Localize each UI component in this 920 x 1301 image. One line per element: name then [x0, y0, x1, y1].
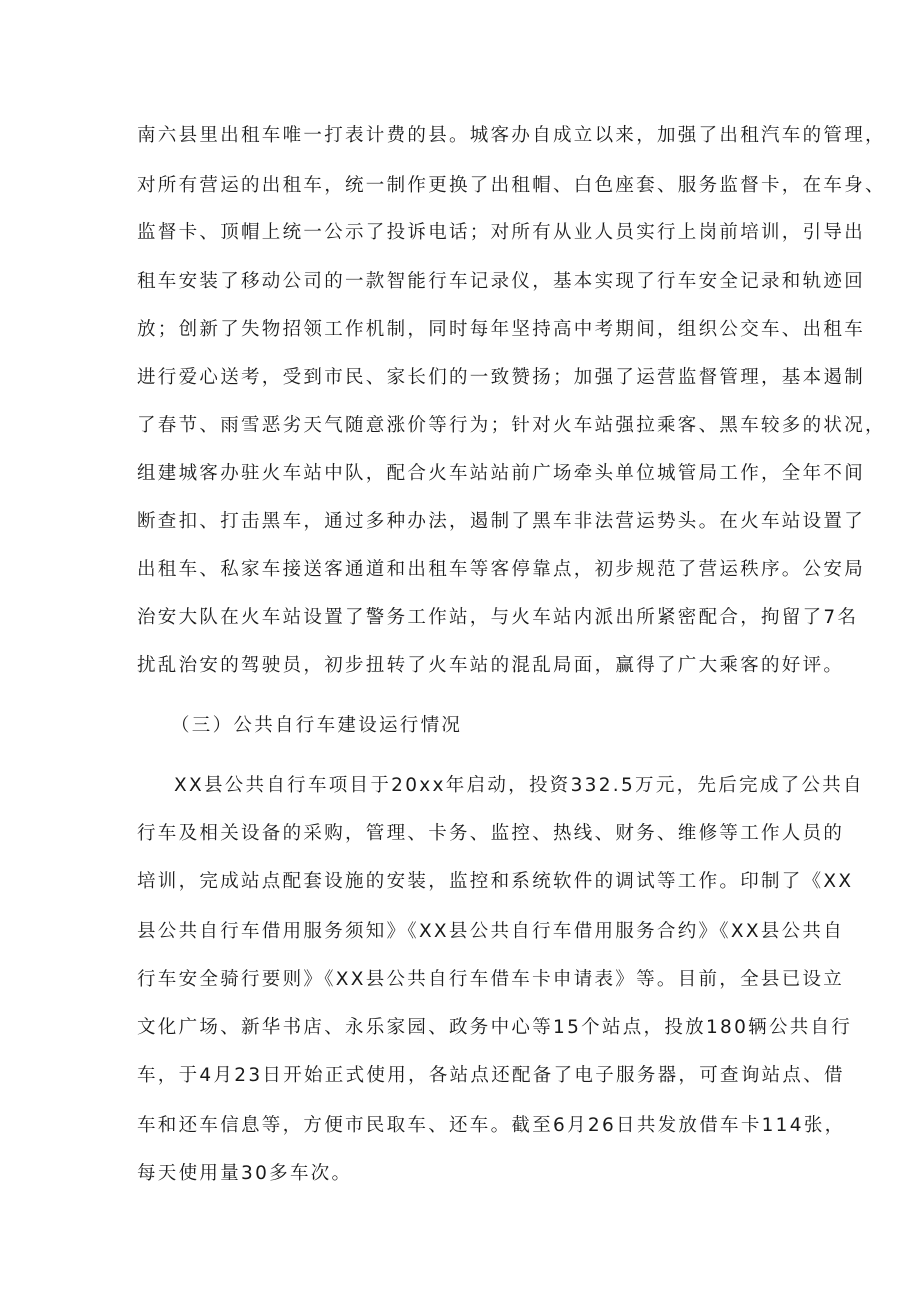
- paragraph-1-line: 南六县里出租车唯一打表计费的县。城客办自成立以来，加强了出租汽车的管理，: [137, 125, 886, 146]
- paragraph-2-line: XX县公共自行车项目于20xx年启动，投资332.5万元，先后完成了公共自: [174, 775, 864, 796]
- paragraph-1-line: 放；创新了失物招领工作机制，同时每年坚持高中考期间，组织公交车、出租车: [137, 319, 866, 340]
- paragraph-2-line: 车和还车信息等，方便市民取车、还车。截至6月26日共发放借车卡114张，: [137, 1115, 846, 1136]
- paragraph-2-line: 文化广场、新华书店、永乐家园、政务中心等15个站点，投放180辆公共自行: [137, 1017, 853, 1038]
- paragraph-2-line: 行车及相关设备的采购，管理、卡务、监控、热线、财务、维修等工作人员的: [137, 823, 845, 844]
- paragraph-2-line: 行车安全骑行要则》《XX县公共自行车借车卡申请表》等。目前，全县已设立: [137, 969, 845, 990]
- paragraph-1-line: 组建城客办驻火车站中队，配合火车站站前广场牵头单位城管局工作，全年不间: [137, 463, 866, 484]
- paragraph-1-line: 出租车、私家车接送客通道和出租车等客停靠点，初步规范了营运秩序。公安局: [137, 559, 866, 580]
- section-heading: （三）公共自行车建设运行情况: [171, 715, 463, 736]
- paragraph-1-line: 租车安装了移动公司的一款智能行车记录仪，基本实现了行车安全记录和轨迹回: [137, 271, 866, 292]
- paragraph-2-line: 县公共自行车借用服务须知》《XX县公共自行车借用服务合约》《XX县公共自: [137, 921, 844, 942]
- paragraph-1-line: 对所有营运的出租车，统一制作更换了出租帽、白色座套、服务监督卡，在车身、: [137, 175, 886, 196]
- paragraph-1-line: 了春节、雨雪恶劣天气随意涨价等行为；针对火车站强拉乘客、黑车较多的状况，: [137, 415, 886, 436]
- paragraph-1-line: 扰乱治安的驾驶员，初步扭转了火车站的混乱局面，赢得了广大乘客的好评。: [137, 655, 845, 676]
- paragraph-1-line: 治安大队在火车站设置了警务工作站，与火车站内派出所紧密配合，拘留了7名: [137, 607, 859, 628]
- paragraph-1-line: 进行爱心送考，受到市民、家长们的一致赞扬；加强了运营监督管理，基本遏制: [137, 367, 866, 388]
- paragraph-2-line: 培训，完成站点配套设施的安装，监控和系统软件的调试等工作。印制了《XX: [137, 871, 854, 892]
- paragraph-1-line: 断查扣、打击黑车，通过多种办法，遏制了黑车非法营运势头。在火车站设置了: [137, 511, 866, 532]
- paragraph-1-line: 监督卡、顶帽上统一公示了投诉电话；对所有从业人员实行上岗前培训，引导出: [137, 222, 866, 243]
- paragraph-2-line: 每天使用量30多车次。: [137, 1163, 353, 1184]
- paragraph-2-line: 车，于4月23日开始正式使用，各站点还配备了电子服务器，可查询站点、借: [137, 1065, 845, 1086]
